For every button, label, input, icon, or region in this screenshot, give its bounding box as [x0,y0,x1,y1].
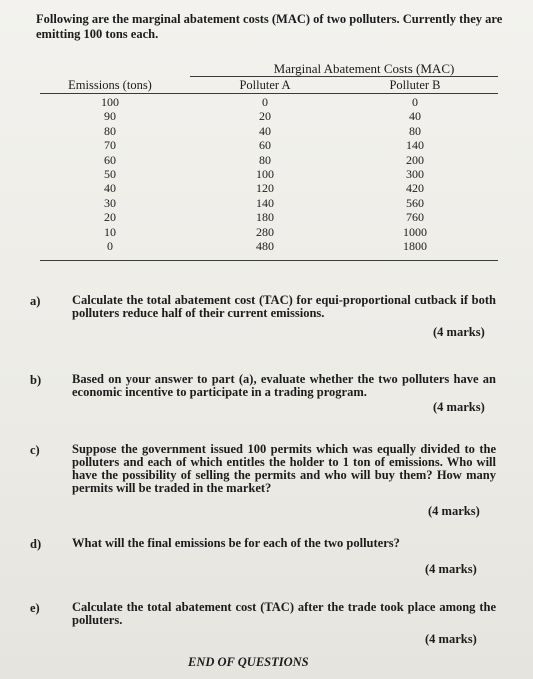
table-cell: 10 [104,224,116,239]
table-row [40,168,498,180]
table-cell: 420 [406,181,424,196]
table-cell: 200 [406,152,424,167]
table-cell: 480 [256,239,274,253]
table-cell: 30 [104,195,116,210]
table-cell: 40 [259,123,271,138]
col-polluter-b: Polluter B [389,78,441,92]
table-cell: 300 [406,167,424,181]
table-cell: 120 [256,181,274,196]
table-row [40,182,498,194]
table-cell: 760 [406,210,424,225]
table-cell: 100 [101,95,119,109]
table-row [40,240,498,252]
bottom-rule [40,260,498,261]
intro-text: Following are the marginal abatement costs (MAC) of two polluters. Currently they are emitting 100 tons each. [36,12,503,41]
table-cell: 80 [104,123,116,138]
column-rule [40,93,498,94]
q-a-text: Calculate the total abatement cost (TAC) for equi-proportional cutback if both polluters reduce half of their current emissions. [72,293,496,320]
table-cell: 90 [104,109,116,124]
table-cell: 1000 [403,224,427,239]
table-cell: 40 [104,181,116,196]
table-cell: 0 [412,95,418,109]
q-b-label: b) [30,373,42,387]
table-cell: 0 [107,239,113,253]
table-cell: 70 [104,138,116,153]
q-e-marks: (4 marks) [425,632,477,646]
col-emissions: Emissions (tons) [68,78,152,92]
table-row [40,154,498,166]
q-b-text: Based on your answer to part (a), evaluate whether the two polluters have an economic incentive to participate in a trading program. [72,372,496,399]
table-row [40,226,498,238]
q-c-label: c) [30,443,40,457]
table-cell: 60 [104,152,116,167]
table-cell: 1800 [403,239,427,253]
table-row [40,96,498,108]
table-row [40,139,498,151]
col-polluter-a: Polluter A [239,78,291,92]
table-cell: 100 [256,167,274,181]
table-cell: 180 [256,210,274,225]
q-e-label: e) [30,601,40,615]
table-cell: 80 [409,123,421,138]
table-cell: 560 [406,195,424,210]
table-cell: 60 [259,138,271,153]
q-d-label: d) [30,537,42,551]
table-row [40,110,498,122]
table-cell: 20 [104,210,116,225]
q-a-label: a) [30,294,41,308]
q-b-marks: (4 marks) [433,400,485,414]
q-c-text: Suppose the government issued 100 permits which was equally divided to the polluters and each of which entitles the holder to 1 ton of emissions. Who will have the possibility of selling the permits and who will buy them? How many permits will be traded in the market? [72,442,496,495]
header-rule [190,76,498,77]
table-cell: 0 [262,95,268,109]
table-cell: 20 [259,109,271,124]
table-cell: 40 [409,109,421,124]
table-cell: 140 [406,138,424,153]
table-row [40,211,498,223]
q-d-marks: (4 marks) [425,562,477,576]
q-d-text: What will the final emissions be for each of the two polluters? [72,536,400,550]
table-cell: 50 [104,167,116,181]
table-cell: 280 [256,224,274,239]
table-row [40,197,498,209]
end-of-questions: END OF QUESTIONS [188,655,309,669]
q-e-text: Calculate the total abatement cost (TAC) after the trade took place among the polluters. [72,600,496,627]
q-a-marks: (4 marks) [433,325,485,339]
table-cell: 80 [259,152,271,167]
table-row [40,125,498,137]
mac-header: Marginal Abatement Costs (MAC) [273,61,455,76]
table-cell: 140 [256,195,274,210]
q-c-marks: (4 marks) [428,504,480,518]
